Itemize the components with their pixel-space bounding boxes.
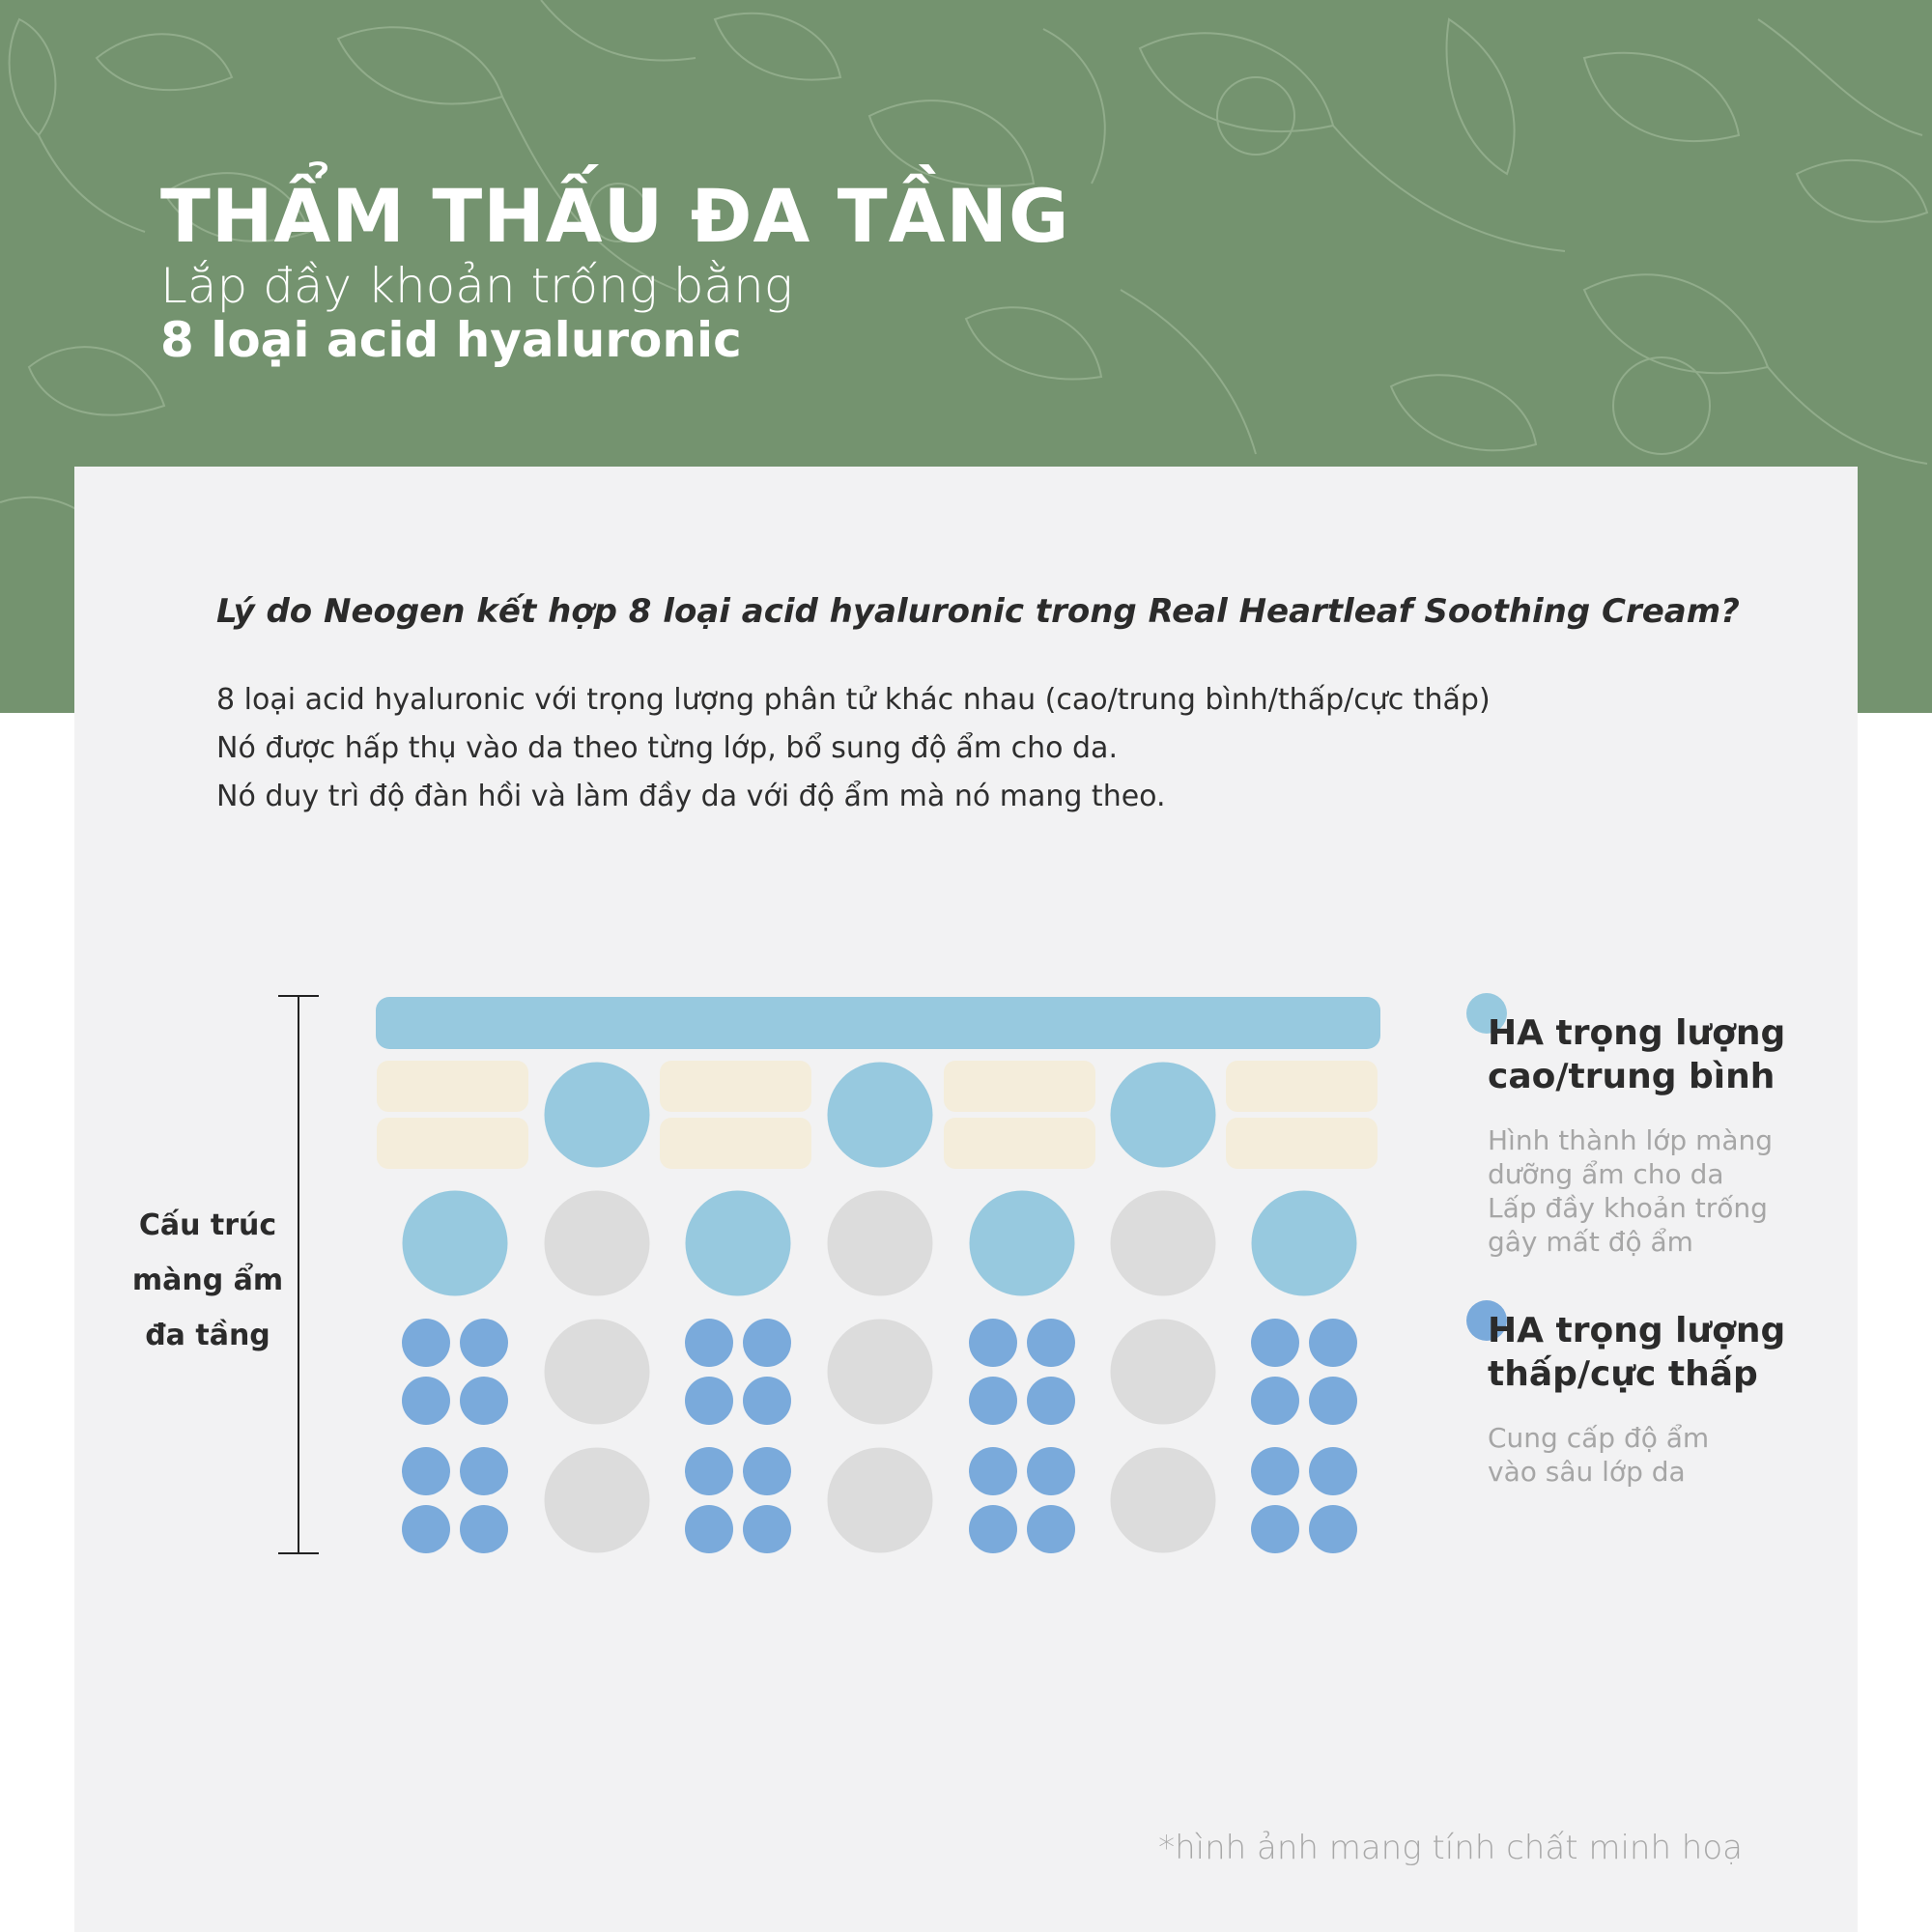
- ha-low-weight-circle: [1309, 1447, 1357, 1495]
- structure-label-line: màng ẩm: [131, 1264, 284, 1297]
- lipid-block: [1226, 1118, 1378, 1169]
- ha-high-weight-circle: [828, 1063, 933, 1168]
- lipid-block: [944, 1118, 1095, 1169]
- lipid-block: [660, 1118, 811, 1169]
- ha-low-weight-circle: [685, 1319, 733, 1367]
- ha-high-weight-circle: [970, 1191, 1075, 1296]
- legend-title-low-weight: [1488, 1309, 1785, 1396]
- legend-desc-line: gây mất độ ẩm: [1488, 1226, 1693, 1258]
- ha-low-weight-circle: [402, 1377, 450, 1425]
- filler-circle: [828, 1448, 933, 1553]
- ha-low-weight-circle: [460, 1319, 508, 1367]
- filler-circle: [545, 1320, 650, 1425]
- body-line: Nó duy trì độ đàn hồi và làm đầy da với độ ẩm mà nó mang theo.: [216, 780, 1166, 813]
- page-subtitle-line1: Lắp đầy khoản trống bằng: [160, 258, 793, 314]
- ha-low-weight-circle: [685, 1447, 733, 1495]
- legend-title-high-weight: [1488, 1011, 1785, 1098]
- legend-title-line: HA trọng lượng: [1488, 1013, 1786, 1053]
- ha-high-weight-circle: [403, 1191, 508, 1296]
- ha-low-weight-circle: [969, 1447, 1017, 1495]
- structure-label: [111, 1198, 304, 1363]
- ha-low-weight-circle: [1027, 1319, 1075, 1367]
- filler-circle: [1111, 1191, 1216, 1296]
- filler-circle: [1111, 1448, 1216, 1553]
- lipid-block: [944, 1061, 1095, 1112]
- ha-high-weight-circle: [1111, 1063, 1216, 1168]
- ha-low-weight-circle: [743, 1505, 791, 1553]
- lipid-block: [377, 1061, 528, 1112]
- lipid-block: [660, 1061, 811, 1112]
- ha-low-weight-circle: [1251, 1505, 1299, 1553]
- ha-low-weight-circle: [743, 1377, 791, 1425]
- lipid-block: [377, 1118, 528, 1169]
- legend-desc-line: Cung cấp độ ẩm: [1488, 1422, 1710, 1454]
- ha-low-weight-circle: [1309, 1505, 1357, 1553]
- filler-circle: [828, 1320, 933, 1425]
- ha-low-weight-circle: [1309, 1319, 1357, 1367]
- legend-title-line: thấp/cực thấp: [1488, 1354, 1758, 1394]
- page-title: THẨM THẤU ĐA TẦNG: [160, 173, 1070, 259]
- ha-high-weight-circle: [1252, 1191, 1357, 1296]
- ha-low-weight-circle: [402, 1447, 450, 1495]
- legend-desc-high-weight: [1488, 1123, 1773, 1259]
- ha-low-weight-circle: [1251, 1377, 1299, 1425]
- filler-circle: [1111, 1320, 1216, 1425]
- legend-title-line: HA trọng lượng: [1488, 1311, 1786, 1350]
- page-subtitle-line2: 8 loại acid hyaluronic: [160, 312, 742, 368]
- structure-label-line: Cấu trúc: [138, 1208, 277, 1242]
- ha-low-weight-circle: [685, 1505, 733, 1553]
- question-heading: Lý do Neogen kết hợp 8 loại acid hyaluronic trong Real Heartleaf Soothing Cream?: [216, 592, 1740, 631]
- ha-low-weight-circle: [1027, 1447, 1075, 1495]
- ha-low-weight-circle: [1251, 1319, 1299, 1367]
- structure-label-line: đa tầng: [145, 1319, 270, 1352]
- legend-title-line: cao/trung bình: [1488, 1057, 1776, 1096]
- ha-low-weight-circle: [743, 1319, 791, 1367]
- ha-low-weight-circle: [1027, 1377, 1075, 1425]
- top-film-layer: [376, 997, 1380, 1049]
- legend-desc-line: Hình thành lớp màng: [1488, 1124, 1774, 1156]
- ha-low-weight-circle: [969, 1505, 1017, 1553]
- ha-low-weight-circle: [969, 1377, 1017, 1425]
- filler-circle: [545, 1448, 650, 1553]
- ha-high-weight-circle: [545, 1063, 650, 1168]
- lipid-block: [1226, 1061, 1378, 1112]
- legend-desc-low-weight: [1488, 1421, 1709, 1489]
- legend-desc-line: dưỡng ẩm cho da: [1488, 1158, 1724, 1190]
- ha-low-weight-circle: [402, 1319, 450, 1367]
- body-line: 8 loại acid hyaluronic với trọng lượng phân tử khác nhau (cao/trung bình/thấp/cực thấp): [216, 683, 1491, 717]
- ha-low-weight-circle: [1309, 1377, 1357, 1425]
- ha-low-weight-circle: [743, 1447, 791, 1495]
- ha-low-weight-circle: [969, 1319, 1017, 1367]
- body-line: Nó được hấp thụ vào da theo từng lớp, bổ sung độ ẩm cho da.: [216, 731, 1118, 765]
- ha-low-weight-circle: [460, 1447, 508, 1495]
- filler-circle: [545, 1191, 650, 1296]
- ha-low-weight-circle: [460, 1505, 508, 1553]
- legend-desc-line: vào sâu lớp da: [1488, 1456, 1686, 1488]
- ha-low-weight-circle: [402, 1505, 450, 1553]
- ha-low-weight-circle: [460, 1377, 508, 1425]
- legend-desc-line: Lấp đầy khoản trống: [1488, 1192, 1768, 1224]
- footnote: *hình ảnh mang tính chất minh hoạ: [1158, 1829, 1743, 1867]
- ha-low-weight-circle: [685, 1377, 733, 1425]
- ha-low-weight-circle: [1251, 1447, 1299, 1495]
- ha-high-weight-circle: [686, 1191, 791, 1296]
- filler-circle: [828, 1191, 933, 1296]
- ha-low-weight-circle: [1027, 1505, 1075, 1553]
